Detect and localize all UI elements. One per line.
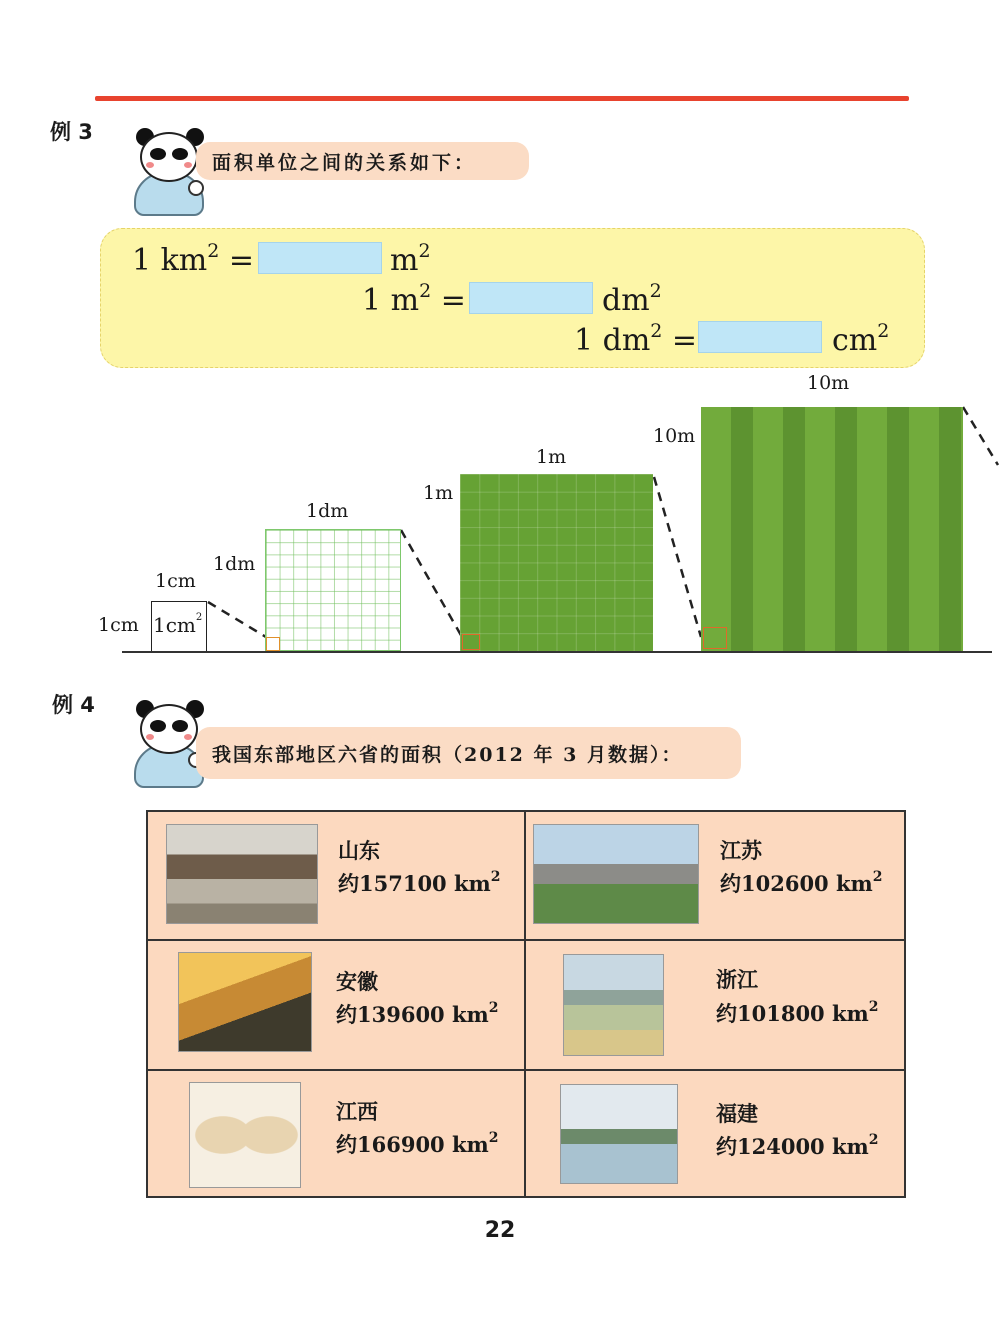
- province-name: 江西: [336, 1099, 378, 1124]
- example-4-label: 例 4: [52, 693, 95, 717]
- bubble-text: 我国东部地区六省的面积（2012 年 3 月数据）：: [212, 743, 683, 766]
- province-name: 安徽: [336, 969, 378, 994]
- speech-bubble: [196, 727, 741, 779]
- square-1dm-side-label: 1dm: [213, 553, 256, 575]
- answer-blank-1[interactable]: [258, 242, 382, 274]
- header-rule: [95, 96, 909, 101]
- square-1cm-top-label: 1cm: [155, 570, 196, 592]
- square-1dm-top-label: 1dm: [306, 500, 349, 522]
- table-divider-h: [146, 1069, 906, 1071]
- lake-pagoda-photo: [563, 954, 664, 1056]
- equation-km2: 1 $km^2$ =: [132, 240, 255, 278]
- table-divider-h: [146, 939, 906, 941]
- province-name: 浙江: [716, 967, 758, 992]
- province-area: 约102600 $km^2$: [720, 869, 883, 896]
- square-1cm-label: $1cm^2$: [153, 612, 203, 637]
- equation-unit-dm2: $dm^2$: [602, 280, 662, 318]
- equation-unit-cm2: $cm^2$: [832, 320, 890, 358]
- square-1m-unit-marker: [462, 634, 480, 650]
- page-number: 22: [484, 1218, 516, 1243]
- province-area: 约101800 $km^2$: [716, 999, 879, 1026]
- answer-blank-3[interactable]: [698, 321, 822, 353]
- bubble-text: 面积单位之间的关系如下：: [212, 151, 477, 174]
- coast-photo: [560, 1084, 678, 1184]
- square-10m-grass: [701, 407, 963, 651]
- province-area: 约139600 $km^2$: [336, 1000, 499, 1027]
- porcelain-vases-photo: [189, 1082, 301, 1188]
- equation-m2: 1 $m^2$ =: [362, 280, 466, 318]
- province-area: 约157100 $km^2$: [338, 869, 501, 896]
- temple-photo: [166, 824, 318, 924]
- province-area: 约166900 $km^2$: [336, 1130, 499, 1157]
- square-1dm-unit-marker: [266, 637, 280, 651]
- panda-mascot-icon: [128, 128, 208, 218]
- ground-line: [122, 651, 992, 653]
- square-10m-side-label: 10m: [653, 425, 696, 447]
- square-1m-grass: [460, 474, 653, 651]
- square-10m-unit-marker: [703, 627, 727, 649]
- square-1m-side-label: 1m: [423, 482, 454, 504]
- province-name: 福建: [716, 1101, 758, 1126]
- square-1m-top-label: 1m: [536, 446, 567, 468]
- equation-dm2: 1 $dm^2$ =: [574, 320, 698, 358]
- example-3-label: 例 3: [50, 120, 93, 144]
- table-divider-v: [524, 810, 526, 1198]
- square-10m-top-label: 10m: [807, 372, 850, 394]
- answer-blank-2[interactable]: [469, 282, 593, 314]
- square-1cm-side-label: 1cm: [98, 614, 139, 636]
- province-name: 江苏: [720, 838, 762, 863]
- province-area: 约124000 $km^2$: [716, 1132, 879, 1159]
- speech-bubble: [196, 142, 529, 180]
- square-1dm: [265, 529, 401, 651]
- province-name: 山东: [338, 838, 380, 863]
- bridge-photo: [533, 824, 699, 924]
- mountain-photo: [178, 952, 312, 1052]
- equation-unit-m2: $m^2$: [390, 240, 431, 278]
